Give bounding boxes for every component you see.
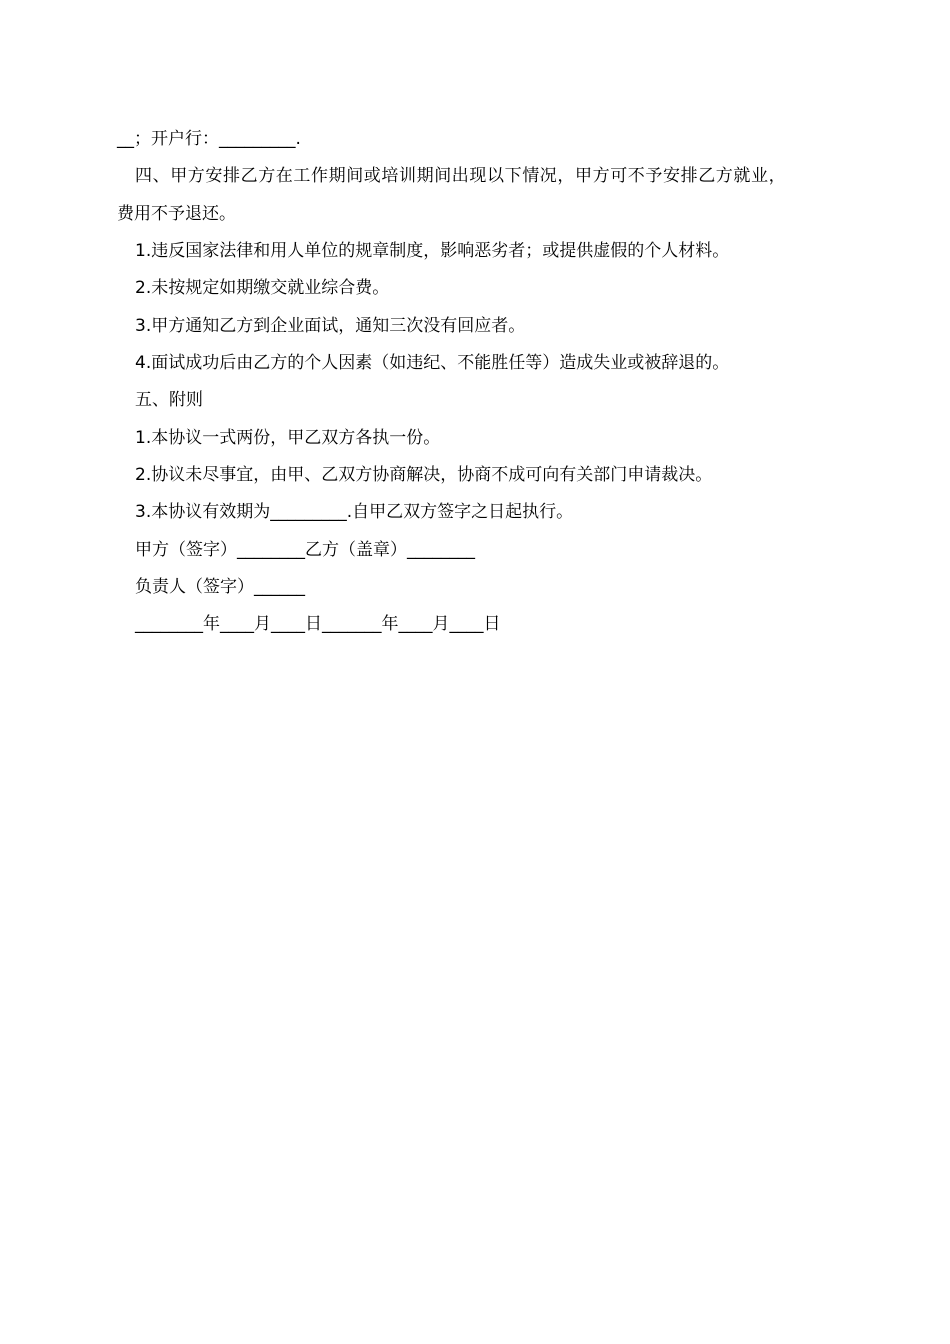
signature-date-line: ________年____月____日_______年____月____日 [135,614,501,634]
section-four-item-2: 2.未按规定如期缴交就业综合费。 [135,278,390,298]
section-four-item-3: 3.甲方通知乙方到企业面试，通知三次没有回应者。 [135,316,526,336]
responsible-person-signature-line: 负责人（签字）______ [135,577,305,597]
section-four-item-1: 1.违反国家法律和用人单位的规章制度，影响恶劣者；或提供虚假的个人材料。 [135,241,730,261]
section-four-item-4: 4.面试成功后由乙方的个人因素（如违纪、不能胜任等）造成失业或被辞退的。 [135,353,730,373]
section-five-item-2: 2.协议未尽事宜，由甲、乙双方协商解决，协商不成可向有关部门申请裁决。 [135,465,713,485]
bank-account-line: __；开户行：_________. [117,129,301,149]
section-four-continuation: 费用不予退还。 [117,204,236,224]
section-five-heading: 五、附则 [135,390,203,410]
section-four-heading: 四、甲方安排乙方在工作期间或培训期间出现以下情况，甲方可不予安排乙方就业， [135,166,787,186]
section-five-item-1: 1.本协议一式两份，甲乙双方各执一份。 [135,428,441,448]
party-signature-line: 甲方（签字）________乙方（盖章）________ [135,540,475,560]
section-five-item-3: 3.本协议有效期为_________.自甲乙双方签字之日起执行。 [135,502,574,522]
